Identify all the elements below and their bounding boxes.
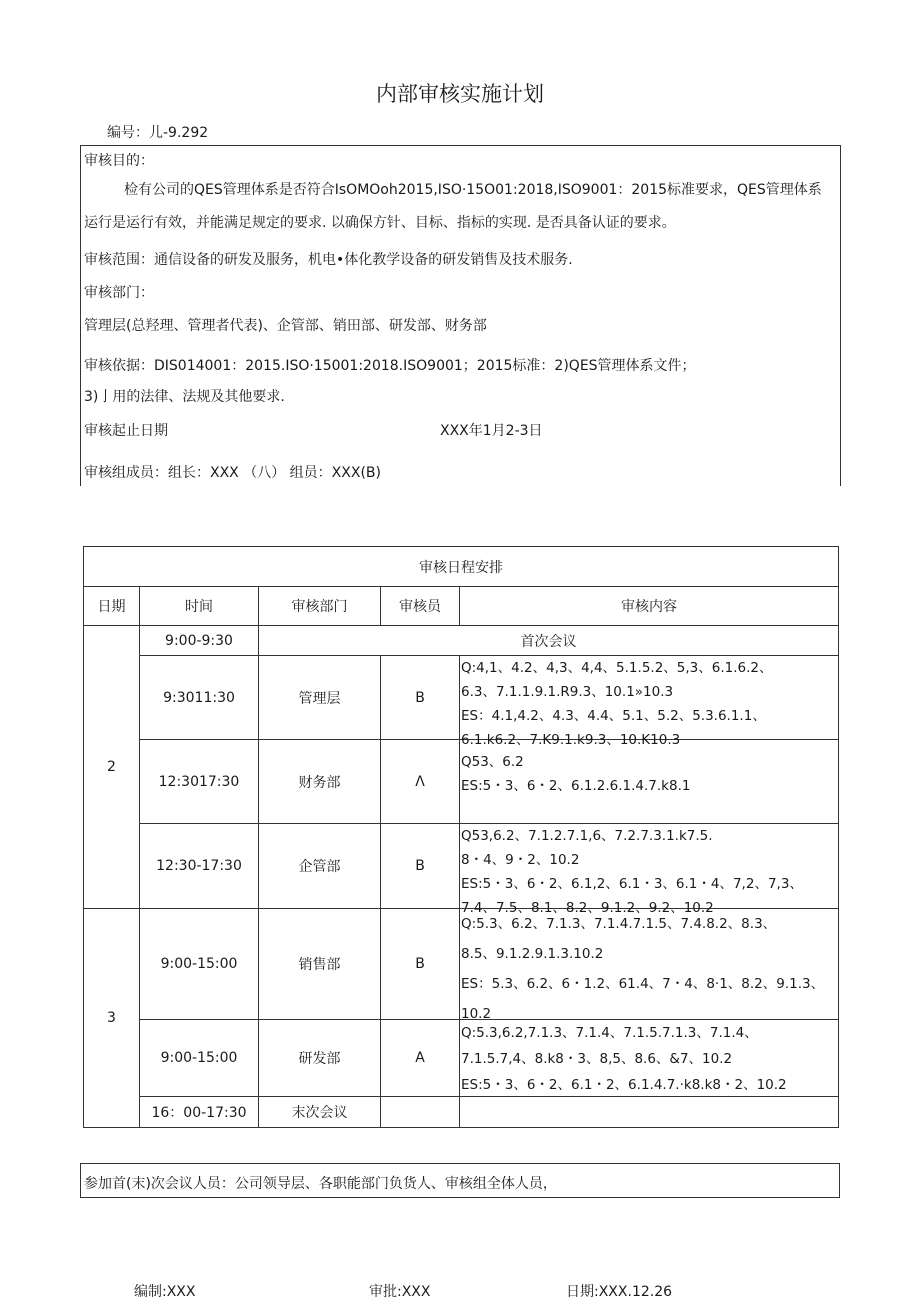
auditor-cell: B [381, 909, 460, 1020]
content-line: Q53、6.2 [461, 754, 524, 770]
time-cell: 12:30-17:30 [140, 824, 259, 909]
content-cell [460, 1097, 839, 1128]
content-line: Q:4,1、4.2、4,3、4,4、5.1.5.2、5,3、6.1.6.2、 [461, 660, 773, 676]
time-cell: 9:00-15:00 [140, 1020, 259, 1097]
dept-cell: 销售部 [259, 909, 381, 1020]
time-cell: 9:00-9:30 [140, 626, 259, 656]
date-cell: 3 [84, 909, 140, 1128]
content-line: Q:5.3,6.2,7.1.3、7.1.4、7.1.5.7.1.3、7.1.4、 [461, 1025, 758, 1041]
content-line: ES：4.1,4.2、4.3、4.4、5.1、5.2、5.3.6.1.1、 [461, 708, 766, 724]
time-cell: 9:3011:30 [140, 656, 259, 740]
closing-meeting: 末次会议 [259, 1097, 381, 1128]
header-content: 审核内容 [460, 587, 839, 626]
auditor-cell: Λ [381, 740, 460, 824]
auditor-cell: A [381, 1020, 460, 1097]
header-dept: 审核部门 [259, 587, 381, 626]
content-cell [460, 656, 839, 748]
content-line: 8・4、9・2、10.2 [461, 852, 580, 868]
audit-basis-2: 3)亅用的法律、法规及其他要求. [84, 389, 285, 405]
content-line: 10.2 [461, 1006, 492, 1022]
prepared-by: 编制:XXX [134, 1284, 196, 1300]
audit-basis-1: 审核依据：DIS014001：2015.ISO·15001:2018.ISO9001；2015标准：2)QES管理体系文件； [84, 358, 696, 374]
dept-list: 管理层(总羟理、管理者代表)、企管部、销田部、研发部、财务部 [84, 318, 487, 334]
opening-meeting: 首次会议 [259, 626, 839, 656]
content-line: Q53,6.2、7.1.2.7.1,6、7.2.7.3.1.k7.5. [461, 828, 713, 844]
auditor-cell: B [381, 656, 460, 740]
content-line: ES：5.3、6.2、6・1.2、61.4、7・4、8·1、8.2、9.1.3、 [461, 976, 825, 992]
content-line: 6.1.k6.2、7.K9.1.k9.3、10.K10.3 [461, 732, 681, 748]
period-value: XXX年1月2-3日 [440, 423, 543, 439]
content-line: 7.1.5.7,4、8.k8・3、8,5、8.6、&7、10.2 [461, 1051, 733, 1067]
approved-by: 审批:XXX [369, 1284, 431, 1300]
page-title: 内部审核实施计划 [376, 82, 544, 106]
time-cell: 9:00-15:00 [140, 909, 259, 1020]
dept-cell: 财务部 [259, 740, 381, 824]
content-line: ES:5・3、6・2、6.1,2、6.1・3、6.1・4、7,2、7,3、 [461, 876, 803, 892]
content-cell [460, 909, 839, 1020]
dept-cell: 管理层 [259, 656, 381, 740]
header-date: 日期 [84, 587, 140, 626]
dept-cell: 企管部 [259, 824, 381, 909]
period-label: 审核起止日期 [84, 423, 168, 439]
date-cell: 2 [84, 626, 140, 909]
content-line: 7.4、7.5、8.1、8.2、9.1.2、9.2、10.2 [461, 900, 714, 916]
content-cell [460, 1020, 839, 1097]
schedule-table [83, 546, 839, 1128]
schedule-title: 审核日程安排 [84, 547, 839, 587]
time-cell: 12:3017:30 [140, 740, 259, 824]
audit-info-box [80, 145, 841, 486]
purpose-text-2: 运行是运行有效，并能满足规定的要求. 以确保方针、目标、指标的实现. 是否具备认证的要求。 [84, 215, 676, 231]
purpose-label: 审核目的： [84, 153, 154, 169]
dept-label: 审核部门： [84, 285, 154, 301]
footer-date: 日期:XXX.12.26 [566, 1284, 673, 1300]
content-cell [460, 740, 839, 824]
header-auditor: 审核员 [381, 587, 460, 626]
content-line: ES:5・3、6・2、6.1・2、6.1.4.7.·k8.k8・2、10.2 [461, 1077, 787, 1093]
purpose-text-1: 检有公司的QES管理体系是否符合IsOMOoh2015,ISO·15O01:2018,ISO9001：2015标准要求，QES管理体系 [124, 182, 822, 198]
attendees-box [80, 1163, 840, 1198]
content-line: 8.5、9.1.2.9.1.3.10.2 [461, 946, 604, 962]
document-number: 编号：儿-9.292 [107, 125, 209, 141]
audit-members: 审核组成员：组长：XXX （八） 组员：XXX(B) [84, 465, 381, 481]
auditor-cell [381, 1097, 460, 1128]
content-cell [460, 824, 839, 916]
time-cell: 16：00-17:30 [140, 1097, 259, 1128]
attendees-text: 参加首(末)次会议人员：公司领导层、各职能部门负货人、审核组全体人员， [84, 1176, 557, 1192]
auditor-cell: B [381, 824, 460, 909]
dept-cell: 研发部 [259, 1020, 381, 1097]
content-line: 6.3、7.1.1.9.1.R9.3、10.1»10.3 [461, 684, 674, 700]
audit-scope: 审核范围：通信设备的研发及服务，机电•体化教学设备的研发销售及技术服务. [84, 252, 573, 268]
content-line: Q:5.3、6.2、7.1.3、7.1.4.7.1.5、7.4.8.2、8.3、 [461, 916, 777, 932]
content-line: ES:5・3、6・2、6.1.2.6.1.4.7.k8.1 [461, 778, 691, 794]
header-time: 时间 [140, 587, 259, 626]
